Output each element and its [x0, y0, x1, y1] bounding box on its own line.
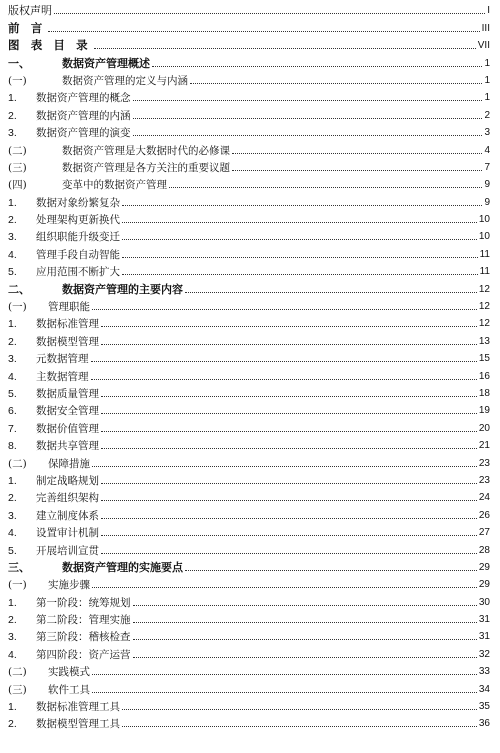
toc-entry-number: (二) [8, 666, 27, 679]
toc-entry-number: 5. [8, 266, 17, 279]
dot-leader [133, 135, 483, 136]
toc-entry[interactable] [0, 52, 500, 69]
toc-entry-title: 数据资产管理的主要内容 [62, 283, 183, 296]
toc-entry-page-number: 11 [479, 248, 490, 260]
toc-entry[interactable] [0, 174, 500, 191]
toc-entry[interactable] [0, 626, 500, 643]
toc-entry-number: 2. [8, 214, 17, 227]
dot-leader [133, 657, 477, 658]
toc-entry-page-number: 2 [484, 109, 490, 121]
toc-entry[interactable] [0, 243, 500, 260]
toc-entry-number: 4. [8, 370, 17, 383]
toc-entry-number: 3. [8, 631, 17, 644]
toc-entry-page-number: VII [477, 40, 490, 52]
toc-entry[interactable] [0, 365, 500, 382]
toc-entry-number: 3. [8, 231, 17, 244]
toc-entry-page-number: 29 [478, 579, 490, 591]
toc-entry-number: 三、 [8, 561, 30, 574]
toc-entry-title: 变革中的数据资产管理 [62, 179, 167, 192]
toc-entry-title: 第一阶段：统筹规划 [36, 596, 131, 609]
toc-entry-title: 数据质量管理 [36, 387, 99, 400]
toc-entry-title: 数据标准管理工具 [36, 701, 120, 714]
toc-entry[interactable] [0, 696, 500, 713]
toc-entry-title: 数据资产管理的实施要点 [62, 561, 183, 574]
toc-entry-number: 4. [8, 527, 17, 540]
toc-entry[interactable] [0, 0, 500, 17]
toc-entry[interactable] [0, 539, 500, 556]
toc-entry-number: 4. [8, 648, 17, 661]
toc-entry-title: 建立制度体系 [36, 509, 99, 522]
toc-entry-page-number: 1 [484, 57, 490, 69]
toc-entry-page-number: 20 [478, 422, 490, 434]
dot-leader [48, 31, 479, 32]
toc-entry-title: 管理职能 [48, 301, 90, 314]
toc-entry-page-number: 1 [484, 92, 490, 104]
toc-entry-page-number: III [481, 22, 490, 34]
toc-entry-number: 2. [8, 335, 17, 348]
dot-leader [101, 483, 477, 484]
dot-leader [122, 239, 477, 240]
toc-entry-title: 图 表 目 录 [8, 40, 92, 53]
dot-leader [122, 726, 477, 727]
toc-entry-page-number: 9 [484, 179, 490, 191]
toc-entry-page-number: 12 [478, 283, 490, 295]
toc-entry-number: 1. [8, 318, 17, 331]
toc-entry-number: 3. [8, 127, 17, 140]
toc-entry[interactable] [0, 435, 500, 452]
toc-entry-number: 2. [8, 614, 17, 627]
dot-leader [101, 518, 477, 519]
toc-entry-page-number: 23 [478, 474, 490, 486]
toc-entry-page-number: 12 [478, 318, 490, 330]
toc-entry-page-number: 36 [478, 718, 490, 730]
toc-entry-number: 2. [8, 492, 17, 505]
toc-entry-title: 数据资产管理的概念 [36, 92, 131, 105]
toc-entry-number: (四) [8, 179, 27, 192]
toc-entry-number: 8. [8, 440, 17, 453]
toc-entry-title: 软件工具 [48, 683, 90, 696]
dot-leader [101, 448, 477, 449]
toc-entry-page-number: 31 [478, 614, 490, 626]
toc-entry-title: 开展培训宣贯 [36, 544, 99, 557]
toc-entry-page-number: 15 [478, 353, 490, 365]
toc-entry-number: 5. [8, 387, 17, 400]
toc-entry-title: 数据共享管理 [36, 440, 99, 453]
toc-entry-page-number: 19 [478, 405, 490, 417]
dot-leader [169, 187, 482, 188]
dot-leader [101, 431, 477, 432]
dot-leader [92, 309, 477, 310]
dot-leader [152, 66, 482, 67]
dot-leader [133, 100, 483, 101]
toc-entry[interactable] [0, 139, 500, 156]
toc-entry[interactable] [0, 713, 500, 730]
toc-entry[interactable] [0, 487, 500, 504]
toc-entry-title: 数据资产管理的定义与内涵 [62, 74, 188, 87]
toc-entry-page-number: 1 [484, 74, 490, 86]
dot-leader [190, 83, 482, 84]
toc-entry[interactable] [0, 104, 500, 121]
toc-entry-title: 实施步骤 [48, 579, 90, 592]
toc-entry-title: 制定战略规划 [36, 474, 99, 487]
toc-entry-number: 7. [8, 422, 17, 435]
toc-entry[interactable] [0, 609, 500, 626]
toc-entry[interactable] [0, 348, 500, 365]
toc-entry-page-number: I [487, 5, 490, 17]
toc-entry[interactable] [0, 87, 500, 104]
toc-entry[interactable] [0, 313, 500, 330]
dot-leader [101, 326, 477, 327]
toc-entry-number: 5. [8, 544, 17, 557]
dot-leader [133, 622, 477, 623]
toc-entry[interactable] [0, 209, 500, 226]
dot-leader [101, 535, 477, 536]
dot-leader [122, 709, 477, 710]
toc-entry-number: 2. [8, 718, 17, 731]
toc-entry-page-number: 32 [478, 648, 490, 660]
dot-leader [185, 570, 477, 571]
toc-entry-page-number: 33 [478, 666, 490, 678]
dot-leader [133, 639, 477, 640]
dot-leader [232, 153, 482, 154]
dot-leader [91, 361, 477, 362]
toc-entry-number: 6. [8, 405, 17, 418]
toc-entry-number: (二) [8, 457, 27, 470]
toc-entry[interactable] [0, 383, 500, 400]
toc-entry-number: 1. [8, 92, 17, 105]
toc-entry-page-number: 3 [484, 127, 490, 139]
dot-leader [101, 344, 477, 345]
dot-leader [101, 553, 477, 554]
toc-entry-number: (一) [8, 579, 27, 592]
toc-entry[interactable] [0, 296, 500, 313]
toc-entry-page-number: 18 [478, 387, 490, 399]
toc-entry-title: 完善组织架构 [36, 492, 99, 505]
toc-entry-title: 数据资产管理是大数据时代的必修课 [62, 144, 230, 157]
toc-entry-title: 实践模式 [48, 666, 90, 679]
toc-entry-title: 处理架构更新换代 [36, 214, 120, 227]
dot-leader [133, 605, 477, 606]
toc-entry-page-number: 9 [484, 196, 490, 208]
toc-entry[interactable] [0, 157, 500, 174]
dot-leader [101, 396, 477, 397]
toc-entry-page-number: 7 [484, 161, 490, 173]
toc-entry-title: 应用范围不断扩大 [36, 266, 120, 279]
toc-entry-number: 1. [8, 701, 17, 714]
toc-entry-page-number: 26 [478, 509, 490, 521]
toc-entry-number: 一、 [8, 57, 30, 70]
toc-entry[interactable] [0, 452, 500, 469]
toc-entry-number: (三) [8, 683, 27, 696]
dot-leader [232, 170, 482, 171]
toc-entry[interactable] [0, 678, 500, 695]
toc-entry-page-number: 28 [478, 544, 490, 556]
toc-entry-page-number: 27 [478, 527, 490, 539]
dot-leader [122, 205, 482, 206]
toc-entry-page-number: 16 [478, 370, 490, 382]
toc-entry-page-number: 23 [478, 457, 490, 469]
toc-entry-title: 主数据管理 [36, 370, 89, 383]
toc-entry[interactable] [0, 417, 500, 434]
toc-entry[interactable] [0, 557, 500, 574]
toc-entry-number: 2. [8, 109, 17, 122]
toc-entry-page-number: 30 [478, 596, 490, 608]
dot-leader [122, 274, 478, 275]
toc-entry-page-number: 12 [478, 301, 490, 313]
toc-entry[interactable] [0, 591, 500, 608]
toc-entry[interactable] [0, 17, 500, 34]
toc-entry[interactable] [0, 278, 500, 295]
toc-entry-title: 数据模型管理工具 [36, 718, 120, 731]
toc-entry-title: 数据资产管理的内涵 [36, 109, 131, 122]
toc-entry-title: 数据资产管理的演变 [36, 127, 131, 140]
toc-entry-number: (三) [8, 161, 27, 174]
dot-leader [122, 222, 477, 223]
toc-entry-title: 元数据管理 [36, 353, 89, 366]
toc-entry-number: 3. [8, 509, 17, 522]
toc-entry[interactable] [0, 643, 500, 660]
toc-entry-title: 第四阶段：资产运营 [36, 648, 131, 661]
toc-entry-number: 1. [8, 596, 17, 609]
dot-leader [91, 379, 477, 380]
toc-entry-title: 版权声明 [8, 5, 52, 18]
dot-leader [92, 692, 477, 693]
toc-entry-title: 组织职能升级变迁 [36, 231, 120, 244]
toc-entry-page-number: 13 [478, 335, 490, 347]
toc-entry-title: 保障措施 [48, 457, 90, 470]
toc-entry-page-number: 21 [478, 440, 490, 452]
dot-leader [54, 13, 485, 14]
toc-entry-title: 前 言 [8, 22, 47, 35]
toc-entry[interactable] [0, 522, 500, 539]
dot-leader [92, 587, 477, 588]
toc-entry-page-number: 35 [478, 701, 490, 713]
toc-entry-title: 设置审计机制 [36, 527, 99, 540]
toc-entry-title: 数据安全管理 [36, 405, 99, 418]
toc-entry[interactable] [0, 70, 500, 87]
toc-entry-number: (一) [8, 74, 27, 87]
dot-leader [94, 48, 476, 49]
toc-entry-title: 数据资产管理是各方关注的重要议题 [62, 161, 230, 174]
dot-leader [185, 292, 477, 293]
toc-entry-page-number: 10 [478, 214, 490, 226]
toc-entry-page-number: 10 [478, 231, 490, 243]
toc-entry-title: 第三阶段：稽核检查 [36, 631, 131, 644]
dot-leader [101, 413, 477, 414]
toc-entry-title: 数据资产管理概述 [62, 57, 150, 70]
toc-entry-page-number: 31 [478, 631, 490, 643]
toc-entry-number: (二) [8, 144, 27, 157]
toc-entry-page-number: 11 [479, 266, 490, 278]
toc-entry[interactable] [0, 470, 500, 487]
dot-leader [92, 674, 477, 675]
dot-leader [122, 257, 478, 258]
dot-leader [92, 466, 477, 467]
dot-leader [133, 118, 483, 119]
toc-entry[interactable] [0, 191, 500, 208]
toc-entry-page-number: 4 [484, 144, 490, 156]
toc-entry-title: 数据模型管理 [36, 335, 99, 348]
toc-entry-title: 数据对象纷繁复杂 [36, 196, 120, 209]
toc-entry-number: 3. [8, 353, 17, 366]
toc-entry-number: 1. [8, 196, 17, 209]
toc-entry[interactable] [0, 261, 500, 278]
toc-entry-number: (一) [8, 301, 27, 314]
toc-entry-page-number: 29 [478, 561, 490, 573]
toc-entry-title: 管理手段自动智能 [36, 248, 120, 261]
toc-entry[interactable] [0, 226, 500, 243]
toc-entry[interactable] [0, 574, 500, 591]
toc-entry-number: 二、 [8, 283, 30, 296]
toc-entry-title: 数据标准管理 [36, 318, 99, 331]
toc-entry[interactable] [0, 661, 500, 678]
dot-leader [101, 500, 477, 501]
toc-entry-page-number: 24 [478, 492, 490, 504]
toc-entry[interactable] [0, 400, 500, 417]
toc-entry-number: 1. [8, 474, 17, 487]
toc-entry-page-number: 34 [478, 683, 490, 695]
toc-entry[interactable] [0, 122, 500, 139]
toc-entry-title: 数据价值管理 [36, 422, 99, 435]
toc-entry[interactable] [0, 35, 500, 52]
toc-entry-number: 4. [8, 248, 17, 261]
toc-entry[interactable] [0, 504, 500, 521]
toc-entry[interactable] [0, 330, 500, 347]
toc-entry-title: 第二阶段：管理实施 [36, 614, 131, 627]
